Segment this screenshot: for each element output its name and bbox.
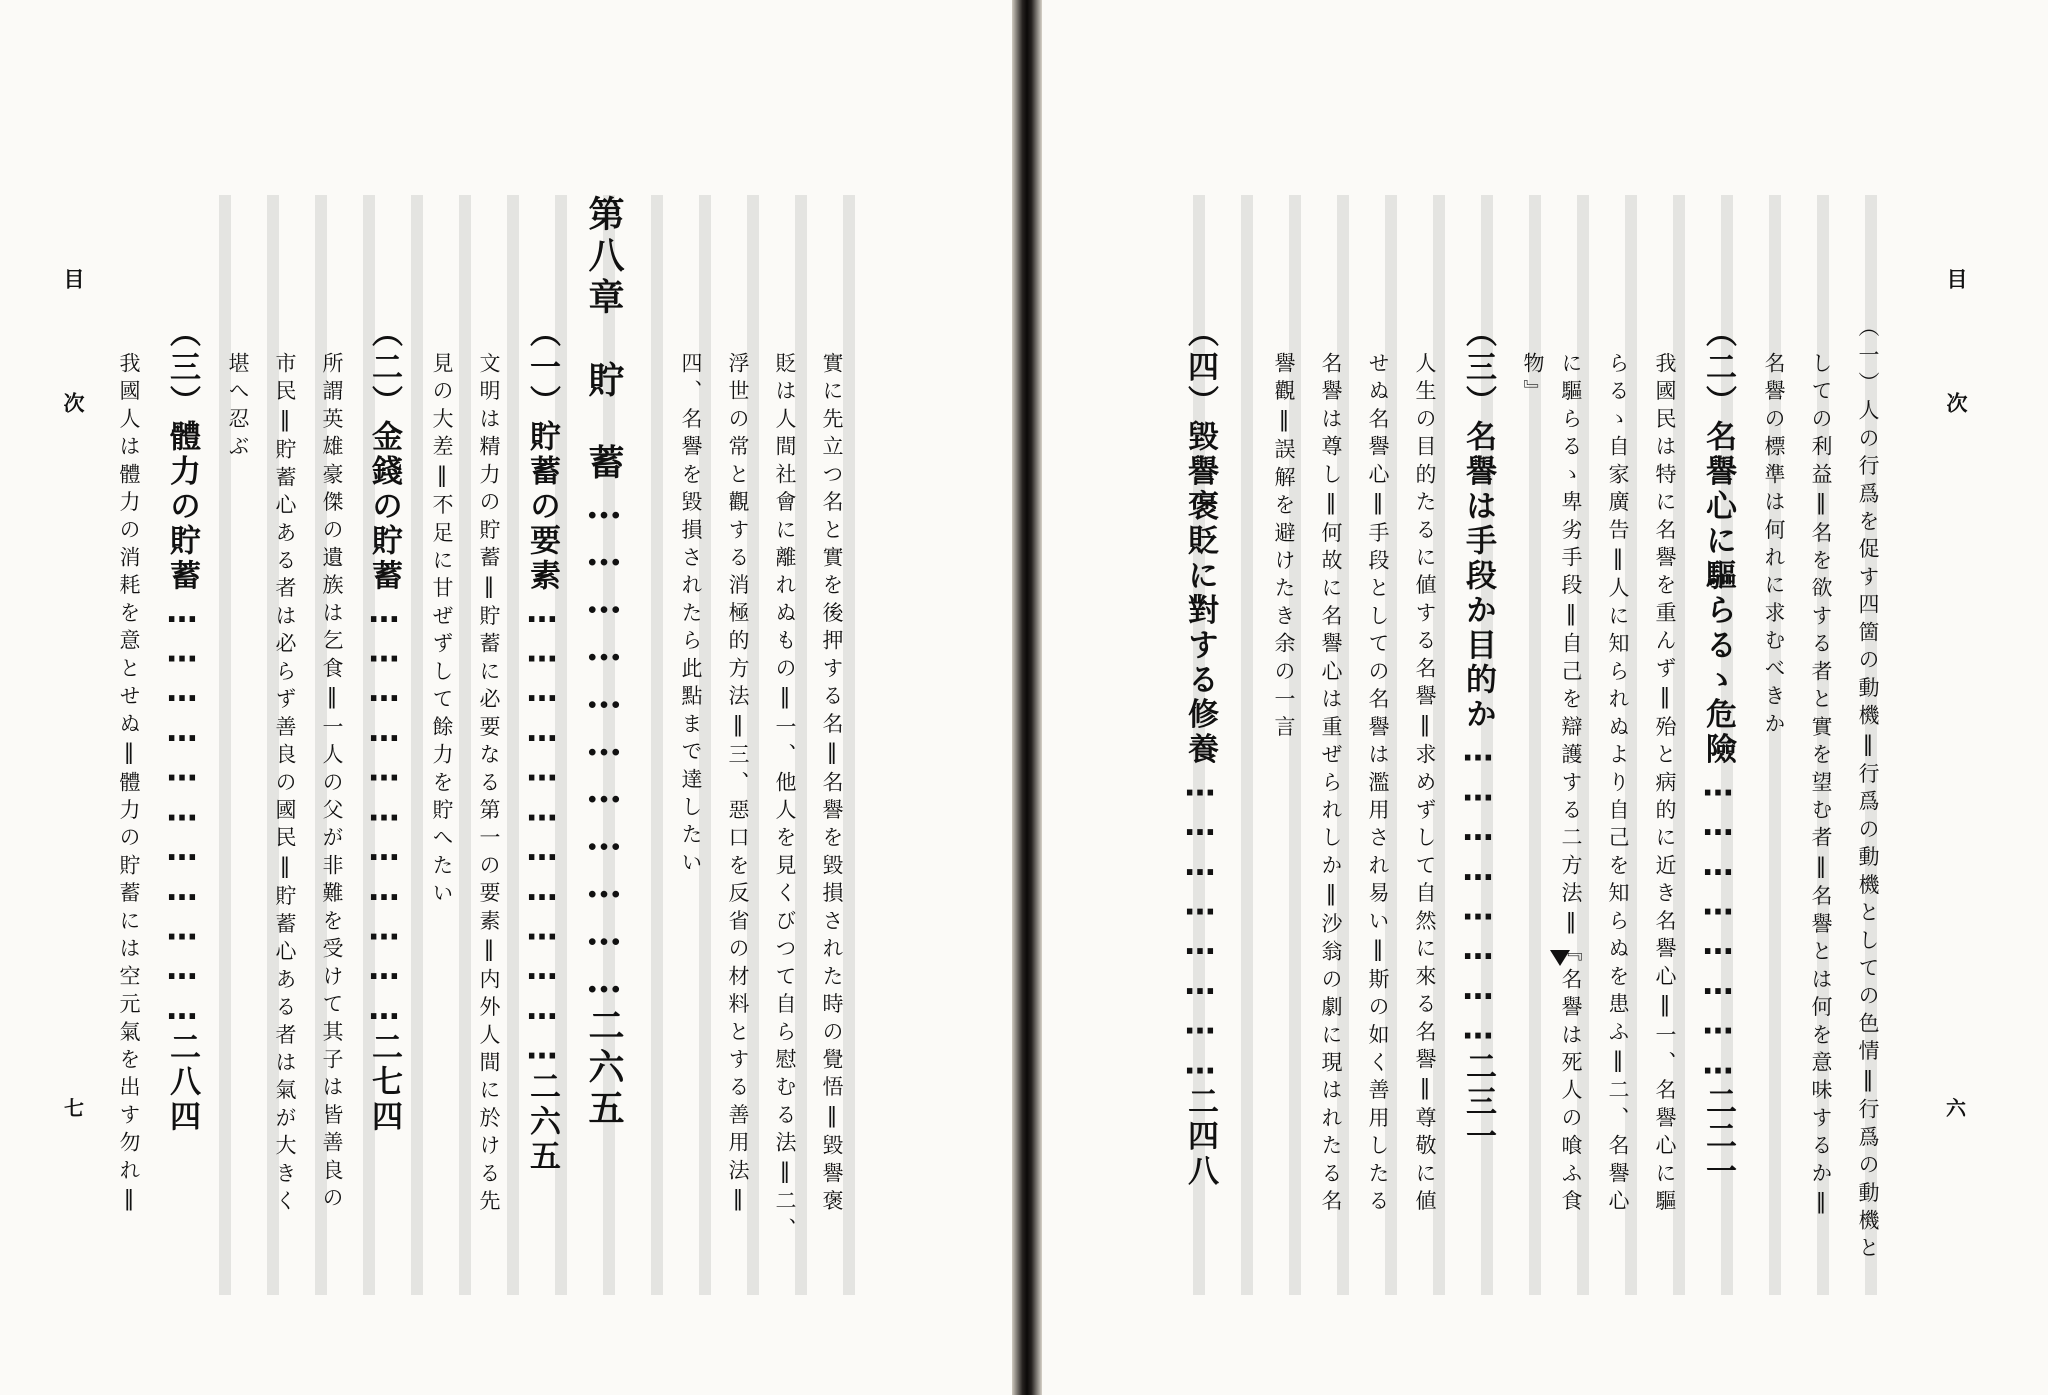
section-heading: （二）金錢の貯蓄……………………………二七四 bbox=[366, 316, 402, 1135]
toc-line: 物』 bbox=[1521, 352, 1545, 408]
ink-mark bbox=[1550, 950, 1570, 966]
toc-line: 堪へ忍ぶ bbox=[226, 352, 250, 463]
margin-label-mid: 次 bbox=[61, 392, 85, 413]
toc-line: （一）人の行爲を促す四箇の動機‖行爲の動機としての色情‖行爲の動機と bbox=[1856, 316, 1880, 1265]
toc-line: 名譽は尊し‖何故に名譽心は重ぜられしか‖沙翁の劇に現はれたる名 bbox=[1319, 352, 1343, 1218]
section-heading: （一）貯蓄の要素………………………………二六五 bbox=[524, 316, 560, 1175]
toc-line: 譽觀‖誤解を避けたき余の一言 bbox=[1272, 352, 1296, 744]
book-gutter bbox=[1012, 0, 1042, 1395]
toc-line: 見の大差‖不足に甘ぜずして餘力を貯へたい bbox=[430, 352, 454, 910]
section-heading: （四）毀譽褒貶に對する修養……………………二四八 bbox=[1182, 316, 1218, 1190]
toc-line: 所謂英雄豪傑の遺族は乞食‖一人の父が非難を受けて其子は皆善良の bbox=[320, 352, 344, 1215]
toc-line: 四、名譽を毀損されたら此點まで達したい bbox=[679, 352, 703, 879]
toc-line: 貶は人間社會に離れぬもの‖一、他人を見くびつて自ら慰むる法‖二、 bbox=[773, 352, 797, 1246]
folio: 六 bbox=[1946, 1096, 1966, 1120]
margin-label-top: 目 bbox=[61, 268, 85, 289]
folio: 七 bbox=[64, 1096, 84, 1120]
right-page bbox=[1042, 0, 2048, 1395]
toc-line: らるゝ自家廣告‖人に知られぬより自己を知らぬを患ふ‖二、名譽心 bbox=[1606, 352, 1630, 1218]
section-heading: （二）名譽心に驅らるゝ危險……………………二二一 bbox=[1700, 316, 1736, 1190]
toc-line: 實に先立つ名と實を後押する名‖名譽を毀損された時の覺悟‖毀譽褒 bbox=[820, 352, 844, 1218]
toc-line: 我國民は特に名譽を重んず‖殆と病的に近き名譽心‖一、名譽心に驅 bbox=[1653, 352, 1677, 1218]
left-page bbox=[0, 0, 1012, 1395]
section-heading: （三）名譽は手段か目的か……………………二三一 bbox=[1460, 316, 1496, 1155]
margin-label-mid: 次 bbox=[1944, 392, 1968, 413]
toc-line: 文明は精力の貯蓄‖貯蓄に必要なる第一の要素‖内外人間に於ける先 bbox=[477, 352, 501, 1218]
toc-line: 我國人は體力の消耗を意とせぬ‖體力の貯蓄には空元氣を出す勿れ‖ bbox=[117, 352, 141, 1218]
margin-label-top: 目 bbox=[1944, 268, 1968, 289]
toc-line: しての利益‖名を欲する者と實を望む者‖名譽とは何を意味するか‖ bbox=[1809, 352, 1833, 1221]
toc-line: せぬ名譽心‖手段としての名譽は濫用され易い‖斯の如く善用したる bbox=[1366, 352, 1390, 1218]
toc-line: 名譽の標準は何れに求むべきか bbox=[1762, 352, 1786, 741]
toc-line: 人生の目的たるに値する名譽‖求めずして自然に來る名譽‖尊敬に値 bbox=[1413, 352, 1437, 1218]
toc-line: に驅らるゝ卑劣手段‖自己を辯護する二方法‖『名譽は死人の喰ふ食 bbox=[1559, 352, 1583, 1218]
section-heading: （三）體力の貯蓄……………………………二八四 bbox=[164, 316, 200, 1135]
toc-line: 浮世の常と觀する消極的方法‖三、惡口を反省の材料とする善用法‖ bbox=[726, 352, 750, 1218]
chapter-heading: 第八章 貯 蓄……………………………二六五 bbox=[583, 195, 625, 1131]
toc-line: 市民‖貯蓄心ある者は必らず善良の國民‖貯蓄心ある者は氣が大きく bbox=[273, 352, 297, 1218]
